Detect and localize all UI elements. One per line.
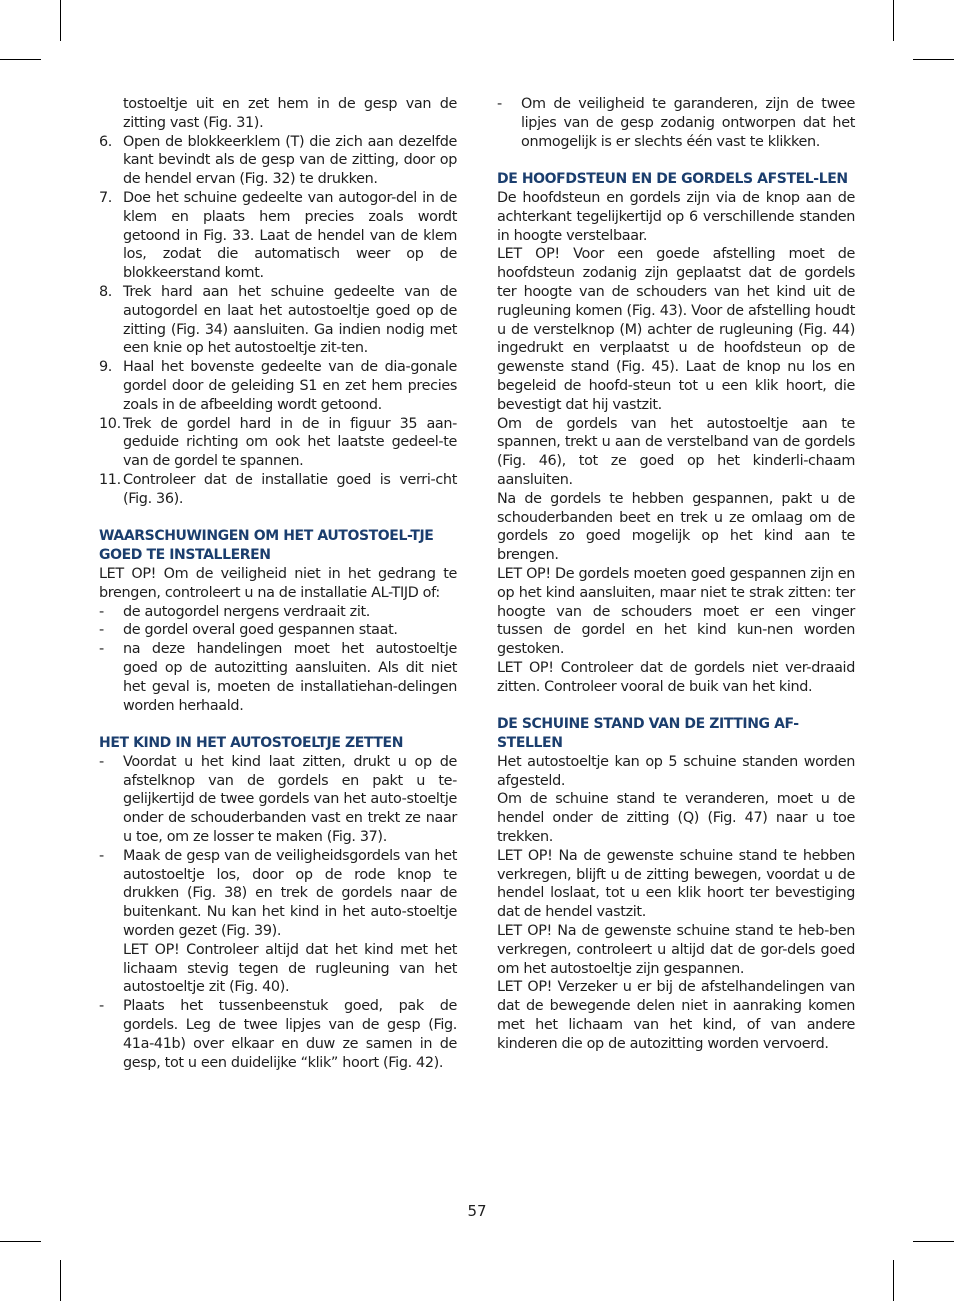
paragraph: Het autostoeltje kan op 5 schuine standen worden afgesteld. bbox=[497, 753, 855, 789]
bullet-text: na deze handelingen moet het autostoeltje goed op de autozitting aansluiten. Als dit niet het geval is, moeten de installatiehan-delingen worden herhaald. bbox=[123, 641, 457, 714]
step-continuation: tostoeltje uit en zet hem in de gesp van de zitting vast (Fig. 31). bbox=[123, 96, 457, 131]
step-item bbox=[99, 358, 457, 414]
bullet-text: de gordel overal goed gespannen staat. bbox=[123, 622, 398, 639]
paragraph: LET OP! Na de gewenste schuine stand te hebben verkregen, blijft u de zitting bewegen, voordat u de hendel loslaat, tot u een klik hoort ter bevestiging dat de hendel vastzit. bbox=[497, 847, 855, 921]
paragraph: LET OP! Verzeker u er bij de afstelhandelingen van dat de bewegende delen niet in aanraking komen met het lichaam van het kind, of van andere kinderen die op de autozitting worden vervoerd. bbox=[497, 979, 855, 1052]
crop-mark bbox=[0, 1241, 41, 1242]
bullet-item bbox=[99, 847, 457, 941]
step-text: Haal het bovenste gedeelte van de dia-gonale gordel door de geleiding S1 en zet hem precies zoals in de afbeelding wordt getoond. bbox=[123, 359, 457, 413]
step-item bbox=[99, 283, 457, 358]
bullet-item bbox=[99, 997, 457, 1072]
step-number: 6. bbox=[99, 133, 113, 150]
paragraph: LET OP! Voor een goede afstelling moet de hoofdsteun zodanig zijn geplaatst dat de gordels ter hoogte van de schouders van het kind uit de rugleuning komen (Fig. 43). Voor de afstelling houdt u de verstelknop (M) achter de rugleuning (Fig. 44) ingedrukt en verplaatst u de hoofdsteun op de gewenste stand (Fig. 45). Laat de knop nu los en begeleid de hoofd-steun tot u een klik hoort, die bevestigt dat hij vastzit. bbox=[497, 246, 855, 413]
crop-mark bbox=[60, 0, 61, 41]
right-column bbox=[497, 95, 855, 1054]
bullet-item bbox=[99, 753, 457, 847]
bullet-text: Maak de gesp van de veiligheidsgordels van het autostoeltje los, door op de rode knop te drukken (Fig. 38) en trek de gordels naar de buitenkant. Nu kan het kind in het auto-stoeltje worden gezet (Fig. 39). bbox=[123, 847, 457, 940]
bullet-text: Om de veiligheid te garanderen, zijn de twee lipjes van de gesp zodanig ontworpen dat het onmogelijk is er slechts één vast te klikken. bbox=[521, 96, 855, 150]
step-number: 10. bbox=[99, 415, 121, 432]
crop-mark bbox=[60, 1260, 61, 1301]
bullet-text: Voordat u het kind laat zitten, drukt u op de afstelknop van de gordels en pakt u te-gelijkertijd de twee gordels van het auto-stoeltje onder de schouderbanden vast en trekt ze naar u toe, om ze losser te maken (Fig. 37). bbox=[123, 753, 457, 846]
crop-mark bbox=[0, 59, 41, 60]
step-item bbox=[99, 133, 457, 189]
bullet-dash: - bbox=[99, 603, 104, 620]
step-item bbox=[99, 189, 457, 283]
bullet-item bbox=[99, 603, 457, 622]
step-item bbox=[99, 415, 457, 471]
section-heading-headrest: DE HOOFDSTEUN EN DE GORDELS AFSTEL-LEN bbox=[497, 171, 848, 188]
paragraph: De hoofdsteun en gordels zijn via de knop aan de achterkant tegelijkertijd op 6 verschillende standen in hoogte verstelbaar. bbox=[497, 189, 855, 244]
section-heading-warnings: WAARSCHUWINGEN OM HET AUTOSTOEL-TJE GOED TE INSTALLEREN bbox=[99, 528, 434, 564]
step-number: 11. bbox=[99, 471, 121, 488]
step-number: 7. bbox=[99, 189, 113, 206]
warnings-intro: LET OP! Om de veiligheid niet in het gedrang te brengen, controleert u na de installatie AL-TIJD of: bbox=[99, 565, 457, 601]
crop-mark bbox=[893, 0, 894, 41]
step-number: 8. bbox=[99, 283, 113, 300]
page-number: 57 bbox=[467, 1202, 487, 1220]
bullet-text: Plaats het tussenbeenstuk goed, pak de gordels. Leg de twee lipjes van de gesp (Fig. 41a-41b) over elkaar en duw ze samen in de gesp, tot u een duidelijke “klik” hoort (Fig. 42). bbox=[123, 998, 457, 1071]
crop-mark bbox=[913, 59, 954, 60]
step-text: Controleer dat de installatie goed is verri-cht (Fig. 36). bbox=[123, 471, 457, 507]
bullet-dash: - bbox=[99, 641, 104, 658]
paragraph: LET OP! De gordels moeten goed gespannen zijn en op het kind aansluiten, maar niet te strak zitten: ter hoogte van de schouders moet er een vinger tussen de gordel en het kind kun-nen worden gestoken. bbox=[497, 565, 856, 658]
section-heading-child: HET KIND IN HET AUTOSTOELTJE ZETTEN bbox=[99, 735, 404, 752]
bullet-dash: - bbox=[497, 96, 502, 112]
step-text: Doe het schuine gedeelte van autogor-del in de klem en plaats hem precies zoals wordt getoond in Fig. 33. Laat de hendel van de klem los, zodat die automatisch weer op de blokkeerstand komt. bbox=[123, 189, 457, 282]
step-number: 9. bbox=[99, 359, 113, 376]
paragraph: Om de schuine stand te veranderen, moet u de hendel onder de zitting (Q) (Fig. 47) naar u toe trekken. bbox=[497, 791, 855, 846]
section-heading-recline: DE SCHUINE STAND VAN DE ZITTING AF-STELLEN bbox=[497, 716, 799, 752]
child-note: LET OP! Controleer altijd dat het kind met het lichaam stevig tegen de rugleuning van het autostoeltje zit (Fig. 40). bbox=[123, 941, 457, 996]
step-text: Trek hard aan het schuine gedeelte van de autogordel en laat het autostoeltje goed op de zitting (Fig. 34) aansluiten. Ga indien nodig met een knie op het autostoeltje zit-ten. bbox=[123, 283, 457, 357]
crop-mark bbox=[913, 1241, 954, 1242]
paragraph: LET OP! Controleer dat de gordels niet ver-draaid zitten. Controleer vooral de buik van het kind. bbox=[497, 659, 855, 695]
paragraph: LET OP! Na de gewenste schuine stand te heb-ben verkregen, controleert u altijd dat de gor-dels goed om het autostoeltje zijn gespannen. bbox=[497, 923, 855, 977]
left-column bbox=[99, 95, 457, 1072]
bullet-dash: - bbox=[99, 847, 104, 864]
bullet-item bbox=[99, 640, 457, 715]
bullet-dash: - bbox=[99, 998, 104, 1015]
step-text: Trek de gordel hard in de in figuur 35 aan-geduide richting om ook het laatste gedeel-te van de gordel te spannen. bbox=[123, 415, 457, 470]
step-text: Open de blokkeerklem (T) die zich aan dezelfde kant bevindt als de gesp van de zitting, door op de hendel ervan (Fig. 32) te drukken. bbox=[123, 133, 457, 188]
step-item bbox=[99, 471, 457, 509]
bullet-item bbox=[99, 621, 457, 640]
bullet-item bbox=[497, 95, 855, 151]
crop-mark bbox=[893, 1260, 894, 1301]
bullet-dash: - bbox=[99, 622, 104, 639]
paragraph: Om de gordels van het autostoeltje aan te spannen, trekt u aan de verstelband van de gordels (Fig. 46), tot ze goed op het kinderli-chaam aansluiten. bbox=[497, 415, 855, 488]
bullet-dash: - bbox=[99, 753, 104, 770]
paragraph: Na de gordels te hebben gespannen, pakt u de schouderbanden beet en trek u ze omlaag om de gordels zo goed mogelijk op het kind aan te brengen. bbox=[497, 490, 855, 564]
bullet-text: de autogordel nergens verdraait zit. bbox=[123, 603, 371, 620]
